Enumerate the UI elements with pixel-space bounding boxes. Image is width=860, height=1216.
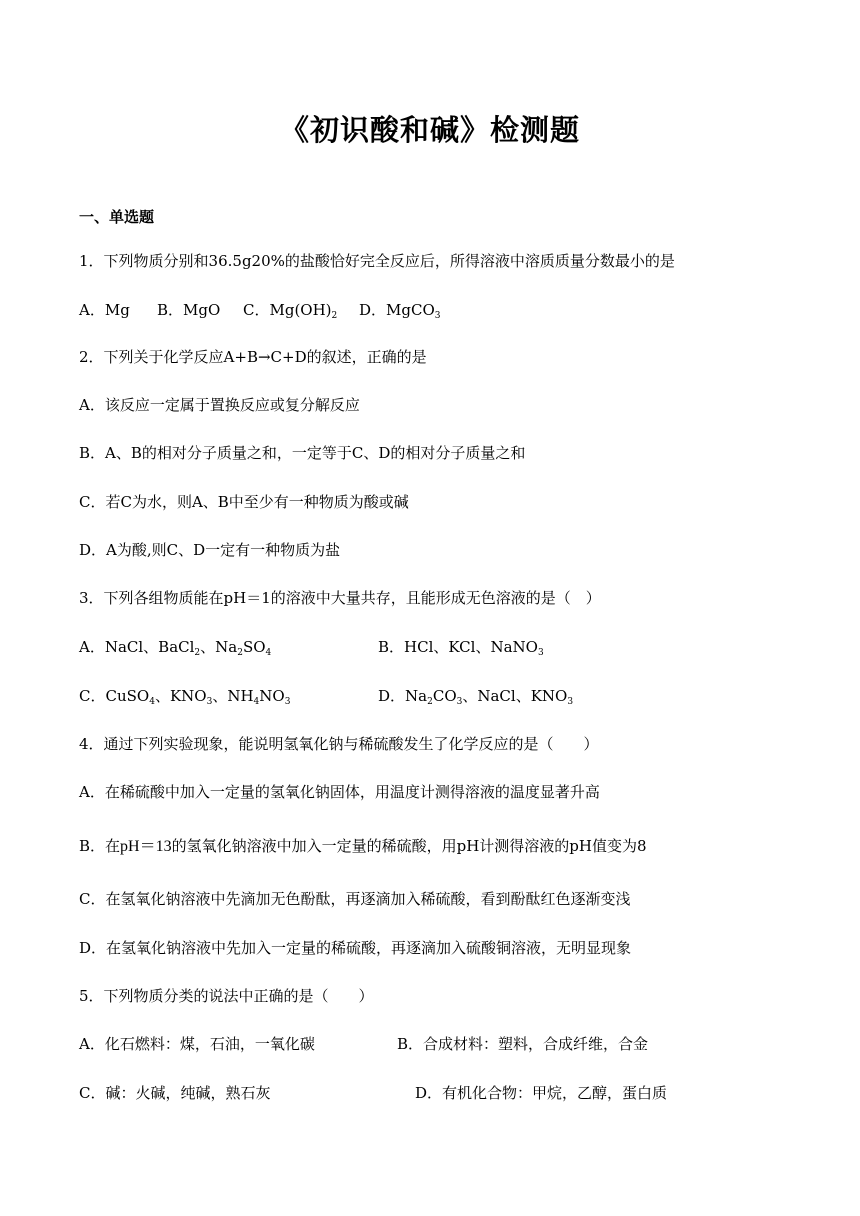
- question-4-option-c: C．在氢氧化钠溶液中先滴加无色酚酞，再逐滴加入稀硫酸，看到酚酞红色逐渐变浅: [79, 890, 631, 908]
- section-heading: 一、单选题: [79, 208, 155, 226]
- option-b: B．MgO: [157, 301, 221, 319]
- question-5-stem: 5．下列物质分类的说法中正确的是（ ）: [79, 987, 374, 1005]
- option-c: C．碱：火碱，纯碱，熟石灰: [79, 1084, 271, 1102]
- question-3-stem: 3．下列各组物质能在pH＝1的溶液中大量共存，且能形成无色溶液的是（ ）: [79, 589, 601, 607]
- option-d: D．$Na_2CO_3$、NaCl、$KNO_3$: [378, 687, 574, 707]
- question-2-option-b: B．A、B的相对分子质量之和，一定等于C、D的相对分子质量之和: [79, 444, 526, 462]
- option-c: C．CuSO$_4$、$KNO_3$、$NH_4NO_3$: [79, 687, 291, 707]
- option-b: B．HCl、KCl、NaNO$_3$: [378, 638, 544, 658]
- option-d: D．MgCO$_3$: [359, 301, 441, 321]
- question-4-option-b: B．在pH＝13的氢氧化钠溶液中加入一定量的稀硫酸，用pH计测得溶液的pH值变为8: [79, 837, 647, 855]
- option-a: A．化石燃料：煤，石油，一氧化碳: [79, 1035, 315, 1053]
- question-2-stem: 2．下列关于化学反应A+B→C+D的叙述，正确的是: [79, 348, 427, 366]
- question-4-option-d: D．在氢氧化钠溶液中先加入一定量的稀硫酸，再逐滴加入硫酸铜溶液，无明显现象: [79, 939, 632, 957]
- question-1-stem: 1．下列物质分别和36.5g20%的盐酸恰好完全反应后，所得溶液中溶质质量分数最小的是: [79, 252, 675, 270]
- question-4-option-a: A．在稀硫酸中加入一定量的氢氧化钠固体，用温度计测得溶液的温度显著升高: [79, 783, 600, 801]
- page-title: 《初识酸和碱》检测题: [279, 113, 580, 147]
- ph-value: pH＝13: [120, 838, 172, 855]
- question-2-option-c: C．若C为水，则A、B中至少有一种物质为酸或碱: [79, 493, 409, 511]
- option-d: D．有机化合物：甲烷，乙醇，蛋白质: [415, 1084, 668, 1102]
- option-b: B．合成材料：塑料，合成纤维，合金: [397, 1035, 649, 1053]
- question-4-stem: 4．通过下列实验现象，能说明氢氧化钠与稀硫酸发生了化学反应的是（ ）: [79, 735, 599, 753]
- option-c: C．$Mg(OH)_2$: [243, 301, 338, 321]
- question-2-option-a: A．该反应一定属于置换反应或复分解反应: [79, 396, 360, 414]
- option-a: A．NaCl、BaCl$_2$、$Na_2SO_4$: [79, 638, 272, 658]
- question-2-option-d: D．A为酸,则C、D一定有一种物质为盐: [79, 541, 341, 559]
- option-a: A．Mg: [79, 301, 130, 319]
